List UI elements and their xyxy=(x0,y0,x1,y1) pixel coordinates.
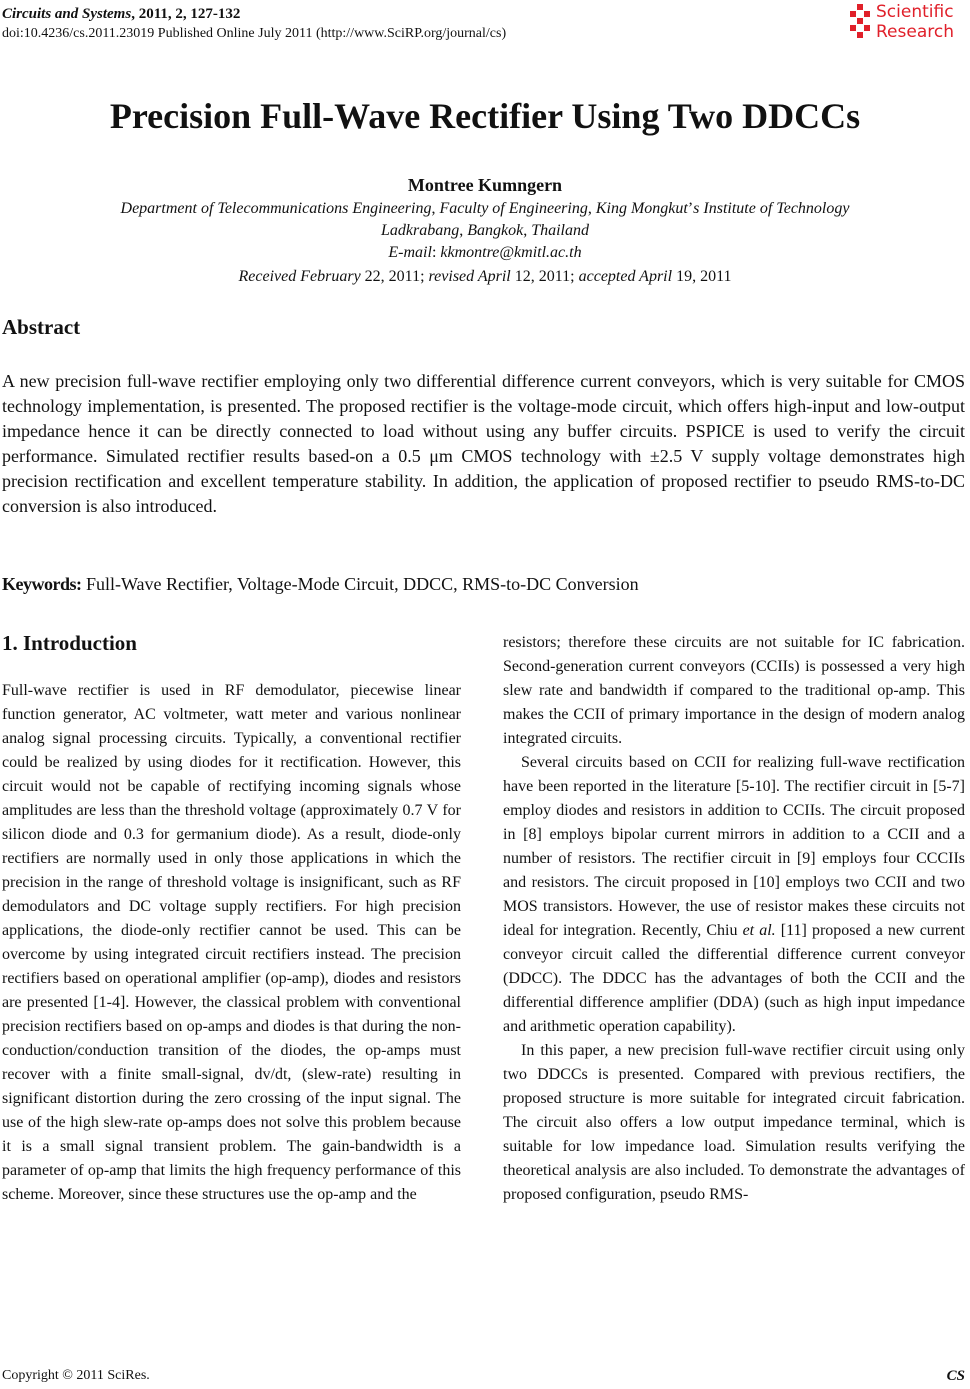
abstract-text: A new precision full-wave rectifier employing only two differential difference current conveyors, which is very suitable for CMOS technology implementation, is presented. The proposed rectifier is the voltage-mode circuit, which offers high-input and low-output impedance hence it can be directly connected to load without using any buffer circuits. PSPICE is used to verify the circuit performance. Simulated rectifier results based-on a 0.5 μm CMOS technology with ±2.5 V supply voltage demonstrates high precision rectification and excellent temperature stability. In addition, the application of proposed rectifier to pseudo RMS-to-DC conversion is also introduced. xyxy=(2,371,965,516)
email-sep: : xyxy=(431,244,441,261)
revised-date: 12, 2011; xyxy=(510,268,579,285)
district: Ladkrabang xyxy=(380,222,460,239)
author-name: Montree Kumngern xyxy=(407,175,563,195)
aff-sep: , xyxy=(587,200,596,217)
revised-label: revised April xyxy=(428,268,511,285)
right-column xyxy=(503,631,965,1207)
email-address[interactable]: kkmontre@kmitl.ac.th xyxy=(440,244,582,261)
journal-name: Circuits and Systems xyxy=(2,6,132,22)
email-label: E-mail xyxy=(388,244,432,261)
left-column xyxy=(2,679,461,1207)
journal-abbreviation: CS xyxy=(946,1368,965,1384)
intro-paragraph-3: In this paper, a new precision full-wave rectifier circuit using only two DDCCs is presented. Compared with previous rectifiers, the proposed structure is more suitable for integrated circuit fabrication. The circuit also offers a low output impedance terminal, which is suitable for low impedance load. Simulation results verifying the theoretical analysis are also included. To demonstrate the advantages of proposed configuration, pseudo RMS- xyxy=(503,1042,965,1203)
paper-title: Precision Full-Wave Rectifier Using Two DDCCs xyxy=(109,96,861,136)
intro-paragraph-2 xyxy=(503,751,965,1039)
para2-part-a: Several circuits based on CCII for realizing full-wave rectification have been reported in the literature [5-10]. The rectifier circuit in [5-7] employ diodes and resistors in addition to CCIIs. The circuit proposed in [8] employs bipolar current mirrors in addition to a CCII and a number of resistors. The rectifier circuit in [9] employs four CCCIIs and resistors. The circuit proposed in [10] employs two CCII and two MOS transistors. However, the use of resistor makes these circuits not ideal for integration. Recently, Chiu xyxy=(503,754,965,939)
abstract-heading: Abstract xyxy=(2,315,81,339)
intro-paragraph-continued: resistors; therefore these circuits are not suitable for IC fabrication. Second-generation current conveyors (CCIIs) is possessed a very high slew rate and bandwidth if compared to the traditional op-amp. This makes the CCII of primary importance in the design of modern analog integrated circuits. xyxy=(503,634,965,747)
logo-line-1: Scientific xyxy=(876,2,954,22)
city: Bangkok xyxy=(467,222,524,239)
institute-part-2: s Institute of Technology xyxy=(693,200,850,217)
country: Thailand xyxy=(531,222,589,239)
department: Department of Telecommunications Engineering xyxy=(120,200,432,217)
affiliation-line-2 xyxy=(0,220,970,242)
institute-part-1: King Mongkut xyxy=(595,200,688,217)
publisher-logo-icon xyxy=(848,4,874,42)
received-label: Received February xyxy=(238,268,361,285)
keywords-text: Full-Wave Rectifier, Voltage-Mode Circuit, DDCC, RMS-to-DC Conversion xyxy=(86,574,639,594)
received-date: 22, 2011; xyxy=(360,268,429,285)
para2-part-b: [11] proposed a new current conveyor circuit called the differential difference current conveyor (DDCC). The DDCC has the advantages of both the CCII and the differential difference amplifier (DDA) (such as high input impedance and arithmetic operation capability). xyxy=(503,922,965,1035)
aff-sep: , xyxy=(431,200,440,217)
aff-sep: , xyxy=(459,222,468,239)
keywords-line xyxy=(2,571,965,597)
publisher-logo xyxy=(848,2,970,46)
et-al: et al. xyxy=(742,922,776,939)
intro-paragraph-1: Full-wave rectifier is used in RF demodulator, piecewise linear function generator, AC voltmeter, watt meter and various nonlinear analog signal processing circuits. Typically, a conventional rectifier could be realized by using diodes for it rectification. However, this circuit would not be capable of rectifying incoming signals whose amplitudes are less than the threshold voltage (approximately 0.7 V for silicon diode and 0.3 for germanium diode). As a result, diode-only rectifiers are normally used in only those applications in which the precision in the range of threshold voltage is insignificant, such as RF demodulators and DC voltage supply rectifiers. For high precision applications, the diode-only rectifier cannot be used. This can be overcome by using integrated circuit rectifiers instead. The precision rectifiers based on operational amplifier (op-amp), diodes and resistors are presented [1-4]. However, the classical problem with conventional precision rectifiers based on op-amps and diodes is that during the non-conduction/conduction transition of the diodes, the op-amps must recover with a finite small-signal, dv/dt, (slew-rate) resulting in significant distortion during the zero crossing of the input signal. The use of the high slew-rate op-amps does not solve this problem because it is a small signal transient problem. The gain-bandwidth is a parameter of op-amp that limits the high frequency performance of this scheme. Moreover, since these structures use the op-amp and the xyxy=(2,682,461,1203)
faculty: Faculty of Engineering xyxy=(439,200,588,217)
journal-citation xyxy=(2,4,240,24)
doi-line: doi:10.4236/cs.2011.23019 Published Online July 2011 (http://www.SciRP.org/journal/cs) xyxy=(2,26,507,41)
journal-volume: , 2011, 2, 127-132 xyxy=(131,6,241,22)
copyright-footer: Copyright © 2011 SciRes. xyxy=(2,1368,150,1383)
accepted-label: accepted April xyxy=(578,268,673,285)
accepted-date: 19, 2011 xyxy=(672,268,732,285)
publisher-logo-text xyxy=(876,2,954,42)
apostrophe: ’ xyxy=(687,200,694,217)
introduction-heading: 1. Introduction xyxy=(2,631,137,655)
dates-line xyxy=(0,266,970,288)
affiliation-line-1 xyxy=(0,198,970,220)
aff-sep: , xyxy=(523,222,532,239)
keywords-label: Keywords: xyxy=(2,574,82,594)
logo-line-2: Research xyxy=(876,22,954,42)
email-line xyxy=(0,242,970,264)
